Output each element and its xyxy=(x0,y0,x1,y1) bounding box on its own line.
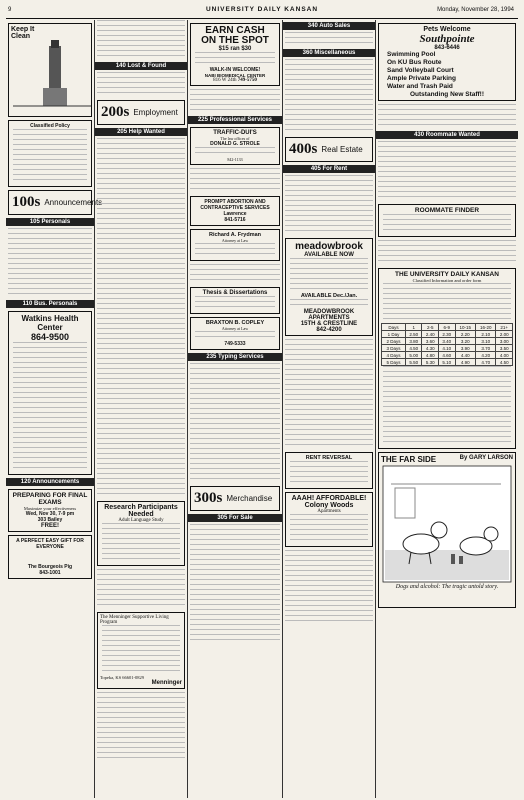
traffic-name: DONALD G. STROLE xyxy=(210,141,260,147)
rates-header-cell: 10-15 xyxy=(455,324,475,331)
meadowbrook-available: AVAILABLE NOW xyxy=(304,252,354,258)
finals-title: PREPARING FOR FINAL EXAMS xyxy=(12,492,88,506)
section-305-header: 305 For Sale xyxy=(188,514,282,522)
section-235-header: 235 Typing Services xyxy=(188,353,282,361)
traffic-phone: 842-1133 xyxy=(227,157,243,162)
section-100s: 100s Announcements xyxy=(8,190,92,215)
rates-header-cell: 1 xyxy=(405,324,422,331)
farside-title: THE FAR SIDE xyxy=(381,455,437,464)
southpointe-tag: Outstanding New Staff!! xyxy=(409,91,485,98)
column-4 xyxy=(283,20,376,798)
watkins-name: Watkins Health Center xyxy=(21,314,79,332)
column-5 xyxy=(376,20,518,798)
far-side-comic xyxy=(378,452,516,608)
meadowbrook-name: meadowbrook xyxy=(295,241,363,252)
header-page-number: 9 xyxy=(8,7,12,13)
pets-welcome: Pets Welcome xyxy=(423,26,471,33)
feature-item: Water and Trash Paid xyxy=(387,83,453,90)
roommate-finder-title: ROOMMATE FINDER xyxy=(414,207,480,214)
meadowbrook-ad xyxy=(285,238,373,336)
southpointe-ad xyxy=(378,23,516,101)
research-sub: Adult Language Study xyxy=(118,518,164,523)
nabi-ad xyxy=(190,23,280,86)
earn-price: $15 ran $30 xyxy=(218,46,252,52)
table-row: 5 Days 5.50 5.30 5.10 4.90 4.70 4.50 xyxy=(382,359,513,366)
prompt-abortion-ad xyxy=(190,196,280,226)
earn-phone: 749-5750 xyxy=(237,78,257,83)
udk-order-form xyxy=(378,268,516,449)
watkins-phone: 864-9500 xyxy=(30,332,70,342)
earn-line2: ON THE SPOT xyxy=(201,35,269,46)
rates-header-cell: 16-20 xyxy=(476,324,496,331)
meadowbrook-phone: 842-4200 xyxy=(316,327,342,333)
finals-free: FREE! xyxy=(41,523,59,529)
section-140-header: 140 Lost & Found xyxy=(95,62,187,70)
rates-header-cell: 21+ xyxy=(496,324,513,331)
roommate-finder-ad xyxy=(378,204,516,237)
section-110-header: 110 Bus. Personals xyxy=(6,300,94,308)
rates-header-cell: 2-5 xyxy=(422,324,439,331)
finals-place: 303 Bailey xyxy=(37,517,63,523)
braxton-sub: Attorney at Law xyxy=(221,326,249,331)
meadowbrook-apts: MEADOWBROOK APARTMENTS xyxy=(303,309,355,321)
rates-header-row xyxy=(382,324,513,331)
finals-sub: Maximize your effectiveness xyxy=(23,506,77,511)
keep-clean-text: Keep It Clean xyxy=(11,26,35,40)
feature-item: Swimming Pool xyxy=(387,51,436,58)
traffic-dui-ad xyxy=(190,127,280,165)
colony-woods-ad xyxy=(285,492,373,547)
rent-reversal-ad xyxy=(285,452,373,489)
research-title: Research Participants Needed xyxy=(104,504,178,518)
southpointe-features xyxy=(381,51,513,91)
menninger-title: The Menninger Supportive Living Program xyxy=(100,615,169,625)
section-405-header: 405 For Rent xyxy=(283,165,375,173)
rates-table xyxy=(381,323,513,366)
earn-walk: WALK-IN WELCOME! xyxy=(209,67,261,73)
thesis-title: Thesis & Dissertations xyxy=(202,290,268,296)
classified-policy-box xyxy=(8,120,92,187)
earn-name: NABI BIOMEDICAL CENTER xyxy=(204,73,266,78)
table-row: 3 Days 4.50 4.30 4.10 3.90 3.70 3.50 xyxy=(382,345,513,352)
farside-illustration xyxy=(381,464,513,584)
table-row: 2 Days 3.80 3.60 3.40 3.20 3.10 3.00 xyxy=(382,338,513,345)
prompt-phone: 841-5716 xyxy=(224,217,246,223)
rent-reversal-title: RENT REVERSAL xyxy=(305,455,353,461)
frydman-sub: Attorney at Law xyxy=(221,238,249,243)
feature-item: On KU Bus Route xyxy=(387,59,442,66)
thesis-ad xyxy=(190,287,280,314)
udk-form-title: THE UNIVERSITY DAILY KANSAN xyxy=(395,271,499,278)
column-2 xyxy=(95,20,188,798)
section-225-header: 225 Professional Services xyxy=(188,116,282,124)
gift-sub: The Bourgeois Pig xyxy=(27,564,73,570)
southpointe-logo: Southpointe xyxy=(419,33,475,45)
prompt-title: PROMPT ABORTION AND CONTRACEPTIVE SERVICES xyxy=(200,199,270,211)
braxton-phone: 749-5333 xyxy=(224,341,246,347)
southpointe-phone: 843-6446 xyxy=(434,45,460,51)
braxton-ad xyxy=(190,317,280,350)
gift-title: A PERFECT EASY GIFT FOR EVERYONE xyxy=(16,538,84,550)
section-400s: 400s Real Estate xyxy=(285,137,373,162)
header-date: Monday, November 28, 1994 xyxy=(437,7,514,13)
rates-header-cell: Days xyxy=(382,324,406,331)
feature-item: Sand Volleyball Court xyxy=(387,67,454,74)
meadowbrook-dec: AVAILABLE Dec./Jan. xyxy=(300,293,358,299)
menninger-ad xyxy=(97,612,185,689)
final-exams-ad xyxy=(8,489,92,532)
braxton-name: BRAXTON B. COPLEY xyxy=(205,320,265,326)
gift-phone: 843-1001 xyxy=(39,570,61,576)
feature-item: Ample Private Parking xyxy=(387,75,456,82)
section-200s: 200s Employment xyxy=(97,100,185,125)
frydman-name: Richard A. Frydman xyxy=(208,232,262,238)
farside-caption: Dogs and alcohol: The tragic untold story. xyxy=(395,584,499,590)
section-430-header: 430 Roommate Wanted xyxy=(376,131,518,139)
earn-addr: 816 W 24th xyxy=(213,78,237,83)
table-row: 4 Days 5.00 4.80 4.60 4.40 4.20 4.00 xyxy=(382,352,513,359)
colony-sub: Apartments xyxy=(317,509,341,514)
farside-author: By GARY LARSON xyxy=(459,455,513,461)
research-participants-ad xyxy=(97,501,185,566)
section-300s: 300s Merchandise xyxy=(190,486,280,511)
header-paper-name: UNIVERSITY DAILY KANSAN xyxy=(205,6,319,13)
rates-header-cell: 6-9 xyxy=(439,324,456,331)
policy-title: Classified Policy xyxy=(30,123,70,129)
colony-title: AAAH! AFFORDABLE! Colony Woods xyxy=(291,495,367,509)
column-1 xyxy=(6,20,103,798)
watkins-ad xyxy=(8,311,92,475)
page-header xyxy=(6,4,518,19)
section-105-header: 105 Personals xyxy=(6,218,94,226)
keep-clean-ad xyxy=(8,23,92,117)
meadowbrook-addr: 15TH & CRESTLINE xyxy=(300,321,358,327)
finals-date: Wed, Nov 30, 7-9 pm xyxy=(25,511,75,517)
section-340-header: 340 Auto Sales xyxy=(283,22,375,30)
table-row: 1 Day 2.50 2.40 2.30 2.20 2.10 2.00 xyxy=(382,331,513,338)
section-360-header: 360 Miscellaneous xyxy=(283,49,375,57)
frydman-ad xyxy=(190,229,280,261)
column-3 xyxy=(188,20,283,798)
newspaper-page xyxy=(6,0,518,800)
traffic-law: The law offices of xyxy=(220,136,250,141)
menninger-city: Topeka, KS 66601-0829 xyxy=(100,675,145,680)
earn-line1: EARN CASH xyxy=(205,25,265,36)
bourgeois-pig-ad xyxy=(8,535,92,579)
udk-form-sub: Classified Information and order form xyxy=(412,278,482,283)
menninger-logo: Menninger xyxy=(151,680,182,686)
section-120-header: 120 Announcements xyxy=(6,478,94,486)
section-205-header: 205 Help Wanted xyxy=(95,128,187,136)
prompt-city: Lawrence xyxy=(223,211,247,217)
tower-illustration xyxy=(13,38,91,108)
traffic-title: TRAFFIC-DUI'S xyxy=(213,130,257,136)
